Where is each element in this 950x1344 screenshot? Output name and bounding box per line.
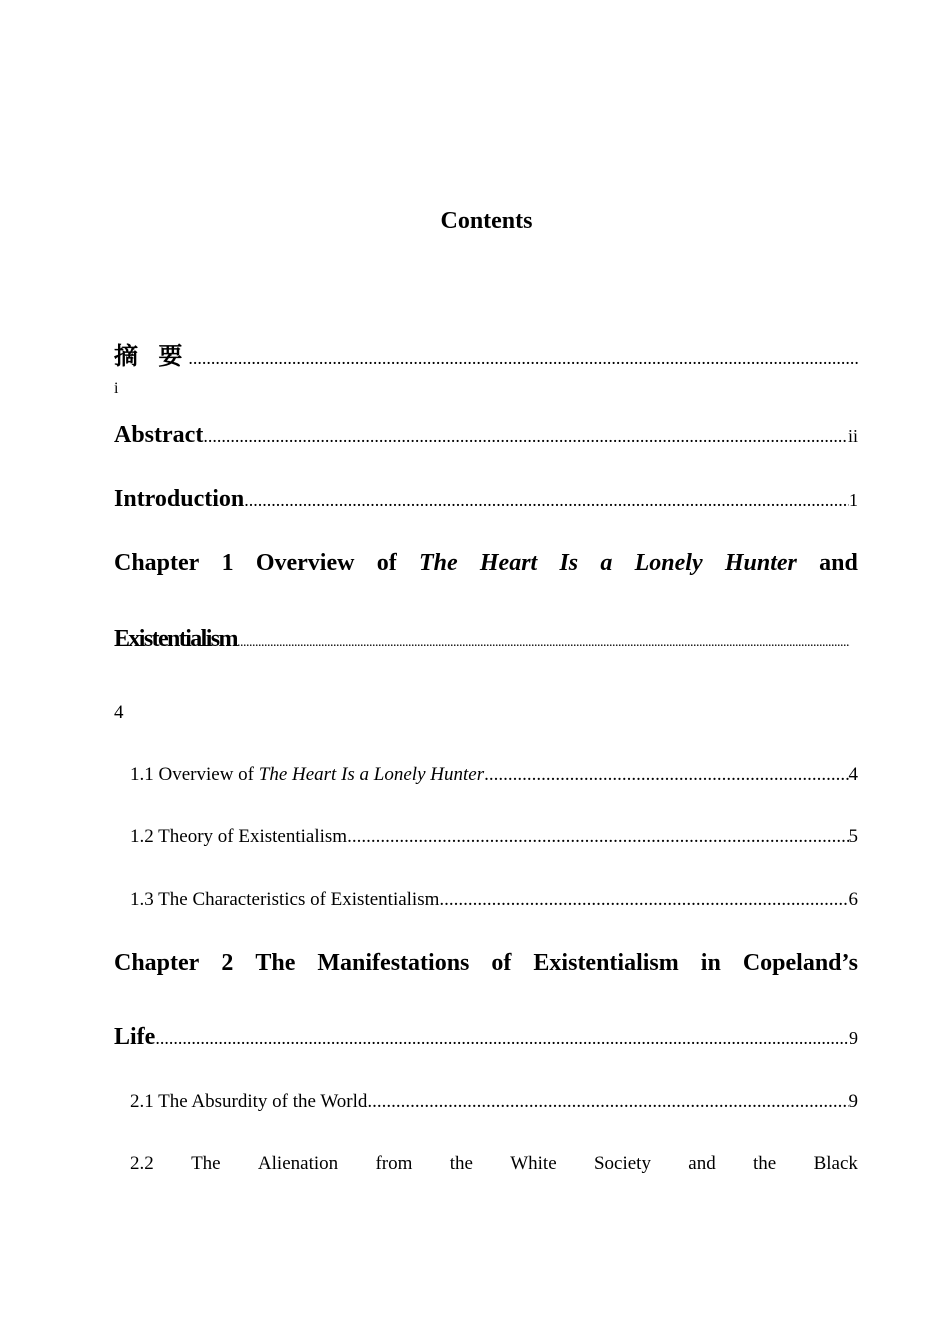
toc-leader bbox=[439, 889, 848, 911]
toc-word-italic: Is bbox=[559, 550, 579, 576]
toc-word-italic: a bbox=[600, 550, 613, 576]
toc-leader bbox=[188, 348, 858, 369]
toc-label: Abstract bbox=[114, 422, 204, 448]
toc-label: 1.3 The Characteristics of Existentialism bbox=[130, 889, 440, 910]
toc-word: and bbox=[819, 550, 858, 576]
toc-page-number: 6 bbox=[848, 889, 858, 910]
toc-entry-2-2-line1[interactable] bbox=[130, 1153, 858, 1175]
toc-page-number: 1 bbox=[849, 490, 858, 510]
toc-label: Existentialism bbox=[114, 626, 237, 652]
toc-label: Introduction bbox=[114, 486, 245, 512]
toc-word: The bbox=[255, 950, 296, 976]
toc-entry-1-3[interactable] bbox=[130, 889, 858, 911]
toc-word-italic: The bbox=[418, 550, 458, 576]
toc-label: 1.2 Theory of Existentialism bbox=[130, 826, 348, 847]
toc-word: Existentialism bbox=[533, 950, 679, 976]
toc-entry-chapter2-line1[interactable] bbox=[114, 950, 858, 977]
page-title: Contents bbox=[440, 208, 533, 234]
toc-word-italic: Heart bbox=[479, 550, 538, 576]
toc-leader bbox=[203, 426, 848, 447]
toc-page-number: 4 bbox=[114, 702, 124, 723]
toc-word: Black bbox=[813, 1153, 858, 1174]
toc-label: 2.1 The Absurdity of the World bbox=[130, 1091, 368, 1112]
toc-leader bbox=[155, 1028, 849, 1049]
toc-leader bbox=[347, 826, 848, 848]
toc-word: Manifestations bbox=[317, 950, 470, 976]
toc-word: Society bbox=[593, 1153, 651, 1174]
toc-entry-introduction[interactable] bbox=[114, 486, 858, 513]
toc-page-number: 4 bbox=[848, 764, 858, 785]
toc-page-number: 9 bbox=[849, 1028, 858, 1048]
toc-entry-2-1[interactable] bbox=[130, 1091, 858, 1113]
toc-word: of bbox=[491, 950, 512, 976]
toc-label: 1.1 Overview of The Heart Is a Lonely Hunter bbox=[130, 764, 485, 785]
toc-label: Life bbox=[114, 1024, 156, 1050]
toc-italic-title: The Heart Is a Lonely Hunter bbox=[258, 764, 485, 785]
toc-entry-1-2[interactable] bbox=[130, 826, 858, 848]
toc-word: White bbox=[510, 1153, 557, 1174]
toc-word: 1 bbox=[221, 550, 234, 576]
toc-word: from bbox=[375, 1153, 413, 1174]
toc-word: Chapter bbox=[114, 550, 200, 576]
toc-word: in bbox=[700, 950, 721, 976]
toc-word: Alienation bbox=[257, 1153, 339, 1174]
toc-leader bbox=[244, 490, 849, 511]
toc-entry-abstract[interactable] bbox=[114, 422, 858, 449]
toc-label: 摘 要 bbox=[114, 342, 189, 370]
toc-word: 2 bbox=[221, 950, 234, 976]
toc-word: the bbox=[753, 1153, 777, 1174]
toc-page-number: ii bbox=[847, 426, 858, 446]
toc-word: and bbox=[688, 1153, 716, 1174]
toc-leader bbox=[367, 1091, 848, 1113]
toc-entry-chapter1-line2[interactable] bbox=[114, 626, 850, 653]
toc-leader bbox=[237, 635, 850, 651]
toc-entry-zhaiyao[interactable] bbox=[114, 336, 858, 371]
toc-page-number: 9 bbox=[848, 1091, 858, 1112]
toc-page-number: i bbox=[114, 380, 119, 397]
toc-word: Overview bbox=[255, 550, 355, 576]
toc-word: Chapter bbox=[114, 950, 200, 976]
toc-word-italic: Lonely bbox=[634, 550, 703, 576]
toc-word: The bbox=[191, 1153, 221, 1174]
toc-page-number: 5 bbox=[848, 826, 858, 847]
toc-entry-chapter2-line2[interactable] bbox=[114, 1024, 858, 1051]
toc-leader bbox=[484, 764, 848, 786]
toc-entry-1-1[interactable] bbox=[130, 764, 858, 786]
toc-word: Copeland’s bbox=[742, 950, 858, 976]
toc-word: the bbox=[449, 1153, 473, 1174]
toc-word: of bbox=[376, 550, 397, 576]
toc-word: 2.2 bbox=[130, 1153, 154, 1174]
toc-word-italic: Hunter bbox=[724, 550, 797, 576]
toc-entry-chapter1-line1[interactable] bbox=[114, 550, 858, 577]
